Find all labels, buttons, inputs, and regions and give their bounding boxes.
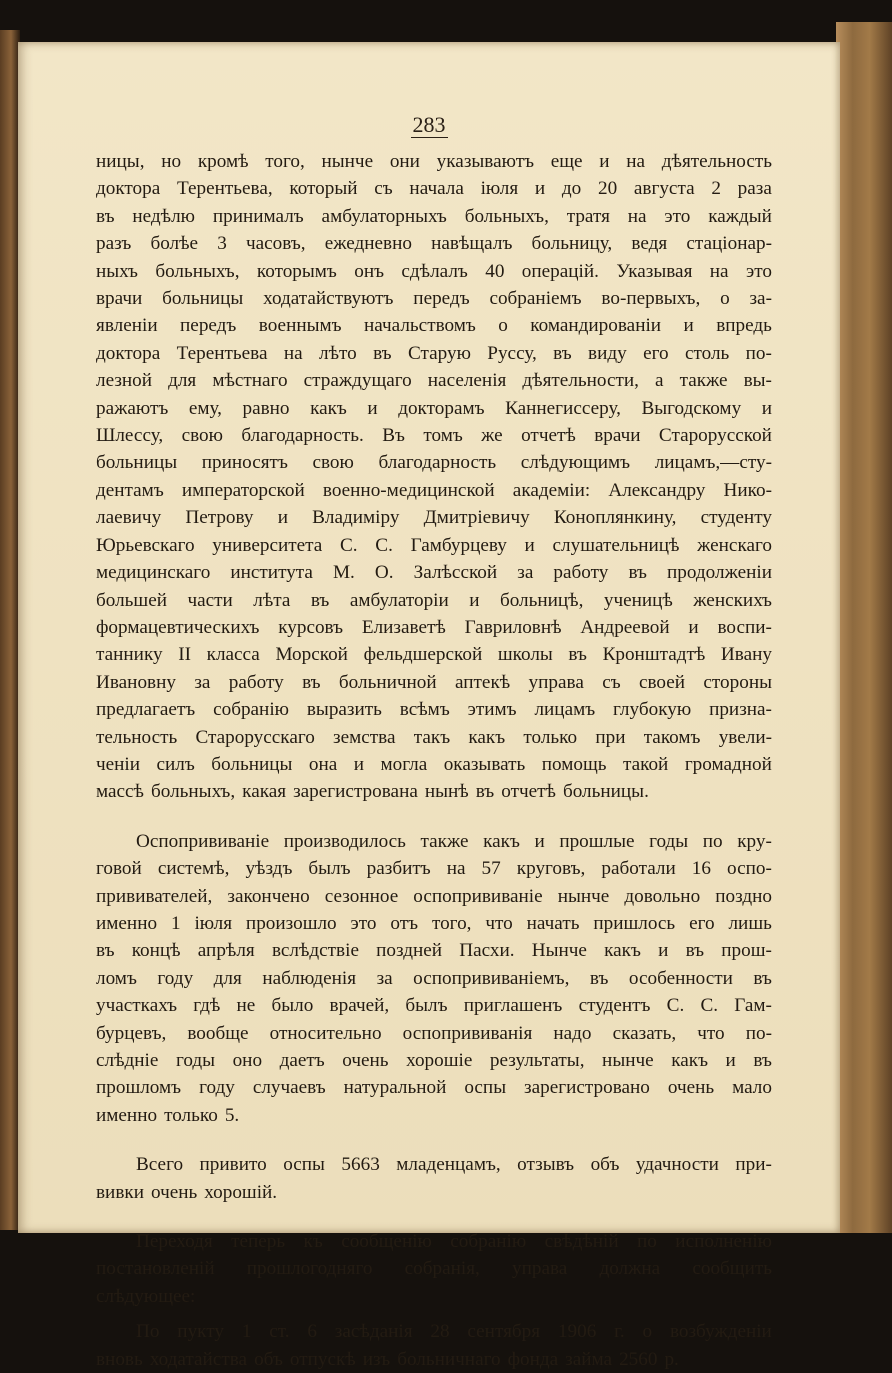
text-line: тельность Старорусскаго земства такъ какъ только при такомъ увели- <box>96 726 772 748</box>
page-number-text: 283 <box>412 112 446 137</box>
text-line: въ концѣ апрѣля вслѣдствiе поздней Пасхи. Нынче какъ и въ прош- <box>96 940 772 962</box>
paragraph-gap <box>96 1129 772 1151</box>
text-line: именно 1 iюля произошло это отъ того, что начать пришлось его лишь <box>96 912 772 934</box>
paragraph <box>96 1228 772 1310</box>
text-line: врачи больницы ходатайствуютъ передъ собранiемъ во-первыхъ, о за- <box>96 288 772 310</box>
paragraph-gap <box>96 1206 772 1228</box>
text-line: лаевичу Петрову и Владимiру Дмитрiевичу Коноплянкину, студенту <box>96 507 772 529</box>
text-line: разъ болѣе 3 часовъ, ежедневно навѣщалъ больницу, ведя стацiонар- <box>96 233 772 255</box>
text-line: Всего привито оспы 5663 младенцамъ, отзывъ объ удачности при- <box>136 1154 772 1176</box>
text-line: Ивановну за работу въ больничной аптекѣ управа съ своей стороны <box>96 671 772 693</box>
book-edge-left <box>0 30 20 1230</box>
text-line: больницы приносятъ свою благодарность слѣдующимъ лицамъ,—сту- <box>96 452 772 474</box>
text-line: постановленiй прошлогодняго собранiя, управа должна сообщить <box>96 1258 772 1280</box>
page-number <box>18 112 840 138</box>
text-line: прививателей, закончено сезонное оспопрививанiе нынче довольно поздно <box>96 885 772 907</box>
text-line: предлагаетъ собранiю выразить всѣмъ этимъ лицамъ глубокую призна- <box>96 699 772 721</box>
text-line: прошломъ году случаевъ натуральной оспы зарегистровано очень мало <box>96 1077 772 1099</box>
text-line: участкахъ гдѣ не было врачей, былъ приглашенъ студентъ С. С. Гам- <box>96 995 772 1017</box>
text-line: Юрьевскаго университета С. С. Гамбурцеву и слушательницѣ женскаго <box>96 534 772 556</box>
book-page <box>18 42 840 1370</box>
text-line: вновь ходатайства объ отпускѣ изъ больничнаго фонда займа 2560 р. <box>96 1348 679 1370</box>
text-line: говой системѣ, уѣздъ былъ разбитъ на 57 круговъ, работали 16 оспо- <box>96 858 772 880</box>
text-line: медицинскаго института М. О. Залѣсской за работу въ продолженiи <box>96 562 772 584</box>
text-line: именно только 5. <box>96 1104 240 1126</box>
text-line: слѣднiе годы оно даетъ очень хорошiе результаты, нынче какъ и въ <box>96 1050 772 1071</box>
text-line: доктора Терентьева, который съ начала iюля и до 20 августа 2 раза <box>96 178 772 200</box>
text-line: слѣдующее: <box>96 1285 196 1307</box>
text-line: бурцевъ, вообще относительно оспопрививанiя надо сказать, что по- <box>96 1022 772 1044</box>
text-line: явленiи передъ военнымъ начальствомъ о командированiи и впредь <box>96 315 772 337</box>
book-page-edges <box>836 22 892 1233</box>
text-line: Оспопрививанiе производилось также какъ и прошлые годы по кру- <box>136 830 772 852</box>
text-line: По пукту 1 ст. 6 засѣданiя 28 сентября 1906 г. о возбужденiи <box>136 1321 772 1343</box>
paragraph-gap <box>96 1310 772 1318</box>
text-line: дентамъ императорской военно-медицинской академiи: Александру Нико- <box>96 479 772 501</box>
text-line: ломъ году для наблюденiя за оспопрививанiемъ, въ особенности въ <box>96 967 772 989</box>
text-line: въ недѣлю принималъ амбулаторныхъ больныхъ, тратя на это каждый <box>96 205 772 227</box>
paragraph <box>96 828 772 1129</box>
text-line: ченiи силъ больницы она и могла оказывать помощь такой громадной <box>96 753 772 775</box>
paragraph <box>96 1151 772 1206</box>
paragraph-gap <box>96 806 772 828</box>
text-line: ницы, но кромѣ того, нынче они указываютъ еще и на дѣятельность <box>96 151 772 172</box>
text-line: ражаютъ ему, равно какъ и докторамъ Каннегиссеру, Выгодскому и <box>96 397 772 419</box>
text-line: таннику II класса Морской фельдшерской школы въ Кронштадтѣ Ивану <box>96 644 772 666</box>
paragraph <box>96 148 772 806</box>
text-line: массѣ больныхъ, какая зарегистрована нынѣ въ отчетѣ больницы. <box>96 781 649 803</box>
text-line: Переходя теперь къ сообщенiю собранiю свѣдѣнiй по исполненiю <box>136 1231 772 1253</box>
paragraph <box>96 1318 772 1373</box>
text-line: Шлессу, свою благодарность. Въ томъ же отчетѣ врачи Старорусской <box>96 425 772 447</box>
text-line: ныхъ больныхъ, которымъ онъ сдѣлалъ 40 операцiй. Указывая на это <box>96 260 772 282</box>
text-line: большей части лѣта въ амбулаторiи и больницѣ, ученицѣ женскихъ <box>96 589 772 611</box>
text-line: лезной для мѣстнаго страждущаго населенiя дѣятельности, а также вы- <box>96 370 772 392</box>
text-line: формацевтическихъ курсовъ Елизаветѣ Гавриловнѣ Андреевой и воспи- <box>96 616 772 638</box>
text-line: доктора Терентьева на лѣто въ Старую Руссу, въ виду его столь по- <box>96 342 772 364</box>
text-line: вивки очень хорошiй. <box>96 1181 278 1203</box>
page-body-text <box>96 148 772 1373</box>
